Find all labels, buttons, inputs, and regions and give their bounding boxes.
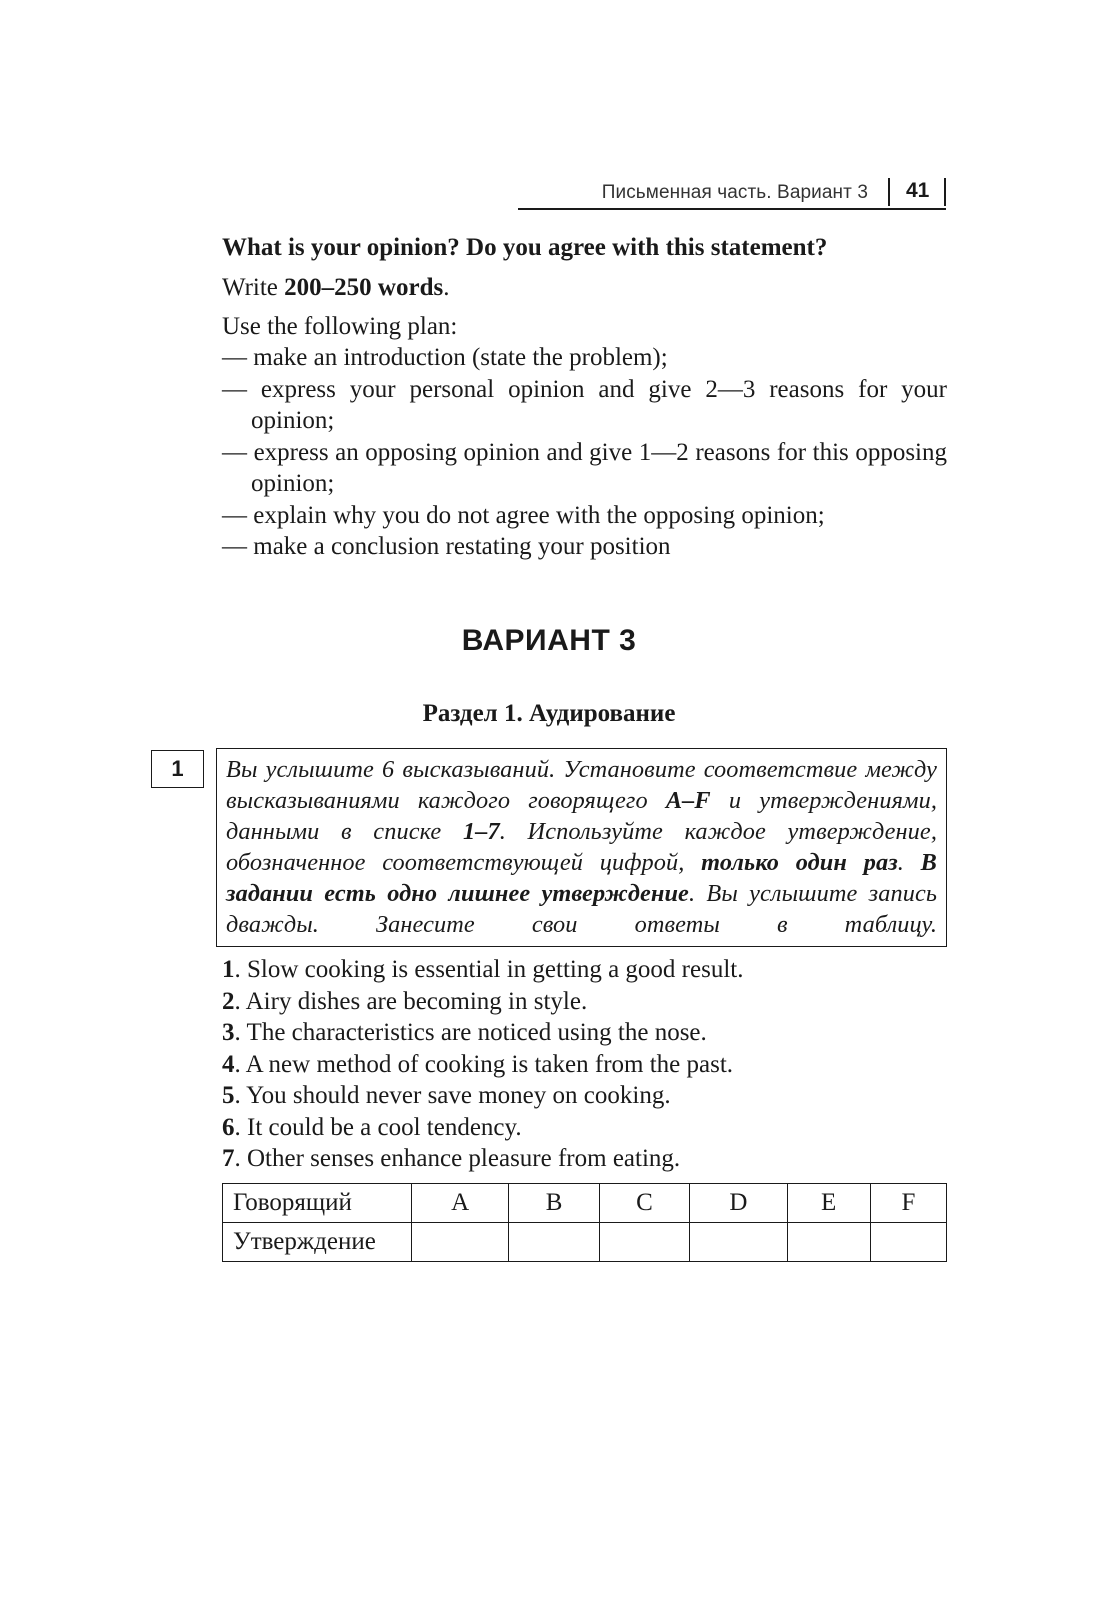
word-count-line [222,272,449,304]
plan-item: — explain why you do not agree with the opposing opinion; [222,501,825,529]
write-prefix: Write [222,274,285,301]
statement-text: . You should never save money on cooking. [234,1082,671,1109]
speaker-cell: F [870,1184,946,1223]
running-title: Письменная часть. Вариант 3 [601,182,868,203]
statement-text: . The characteristics are noticed using the nose. [234,1019,707,1046]
plan-item: — express an opposing opinion and give 1—2 reasons for this opposing opinion; [222,438,947,497]
answer-cell[interactable] [509,1223,599,1262]
statement-item [222,1017,743,1049]
statement-item [222,1049,743,1081]
word-count: 200–250 words [284,274,444,301]
section-title: Раздел 1. Аудирование [422,700,676,727]
answer-cell[interactable] [870,1223,946,1262]
instruction-box [216,748,947,947]
statement-item [222,1112,743,1144]
plan-item: — make a conclusion restating your position [222,533,671,560]
statement-text: . A new method of cooking is taken from the past. [234,1050,734,1078]
answer-cell[interactable] [599,1223,689,1262]
statement-number: 3 [222,1019,235,1046]
statement-item [222,1143,743,1175]
speaker-row-label: Говорящий [223,1184,412,1223]
plan-item: — express your personal opinion and give 2—3 reasons for your opinion; [222,375,947,434]
answer-cell[interactable] [787,1223,870,1262]
header-divider [944,178,946,206]
instruction-part: . [897,849,921,876]
instruction-part: . Используйте каждое утверждение, обозначенное соответствующей цифрой, [226,818,937,876]
speaker-cell: A [412,1184,509,1223]
speaker-cell: D [690,1184,787,1223]
statement-item [222,1080,743,1112]
answer-table [222,1183,947,1262]
statement-number: 2 [222,987,235,1015]
instruction-bold: В задании есть одно лишнее утверждение [226,849,937,907]
statement-text: . Slow cooking is essential in getting a good result. [234,956,744,983]
answer-row-label: Утверждение [223,1223,412,1262]
task-number: 1 [151,750,204,788]
write-suffix: . [443,274,450,301]
instruction-bold: A–F [665,787,711,814]
speaker-cell: E [787,1184,870,1223]
statement-text: . It could be a cool tendency. [234,1113,522,1141]
instruction-part: . Вы услышите запись дважды. Занесите свои ответы в таблицу. [226,880,937,938]
plan-list [222,342,947,563]
statement-list [222,954,743,1175]
speaker-cell: C [599,1184,689,1223]
statement-item [222,986,743,1018]
speaker-row [223,1184,947,1223]
instruction-text [226,754,937,940]
instruction-bold: только один раз [701,849,898,876]
header-rule [518,208,946,210]
header-divider [888,178,890,206]
instruction-part: и утверждениями, данными в списке [226,787,937,845]
answer-cell[interactable] [690,1223,787,1262]
instruction-part: Вы услышите 6 высказываний. Установите соответствие между высказываниями каждого говорящего [226,756,937,814]
speaker-cell: B [509,1184,599,1223]
plan-intro: Use the following plan: [222,313,458,340]
statement-number: 1 [222,956,235,983]
plan-item: — make an introduction (state the problem); [222,344,668,371]
statement-text: . Airy dishes are becoming in style. [234,987,588,1015]
essay-question: What is your opinion? Do you agree with this statement? [222,234,828,261]
statement-number: 6 [222,1113,235,1141]
statement-number: 5 [222,1082,235,1109]
statement-text: . Other senses enhance pleasure from eating. [234,1145,681,1172]
instruction-bold: 1–7 [462,818,500,845]
statement-number: 7 [222,1145,235,1172]
running-header [0,176,1098,210]
page-number: 41 [906,179,930,202]
answer-cell[interactable] [412,1223,509,1262]
answer-row [223,1223,947,1262]
variant-title: ВАРИАНТ 3 [461,624,637,657]
statement-number: 4 [222,1050,235,1078]
statement-item [222,954,743,986]
